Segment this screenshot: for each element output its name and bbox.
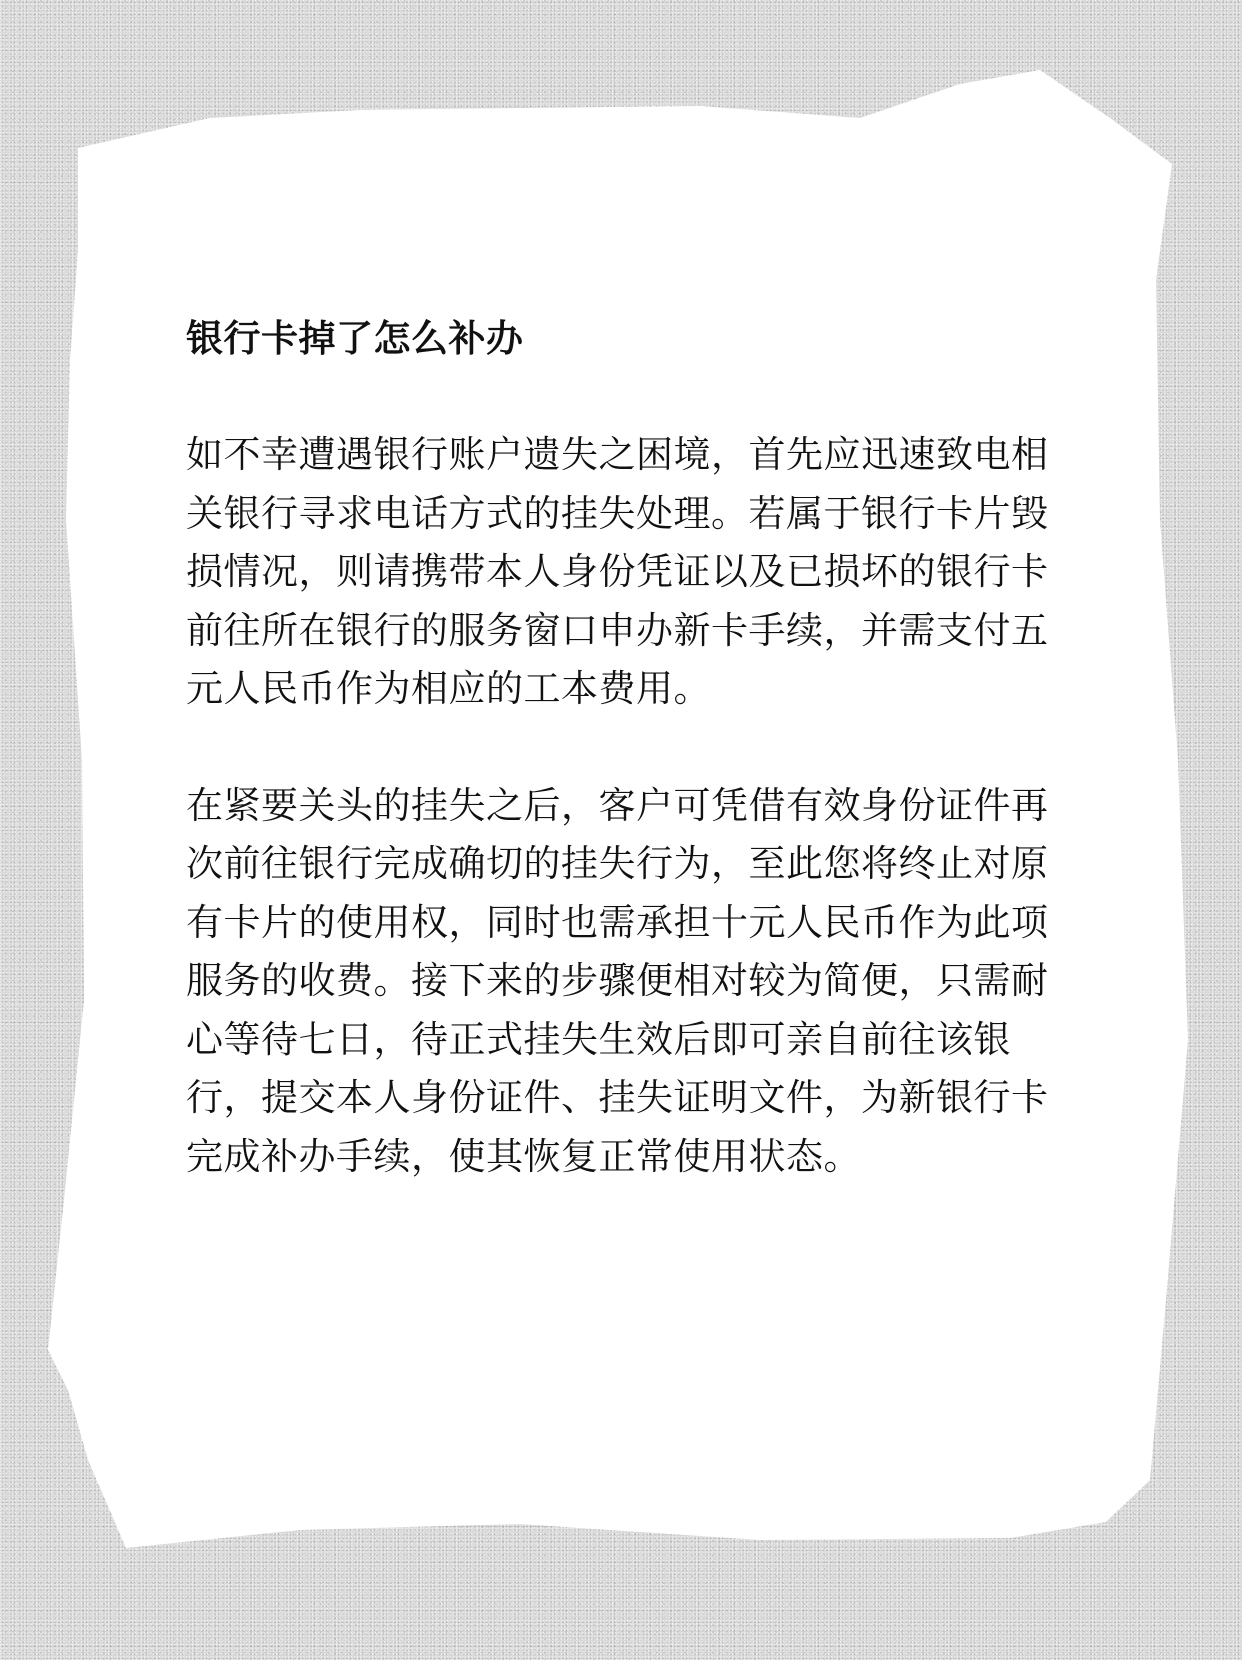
article-paragraph-1: 如不幸遭遇银行账户遗失之困境，首先应迅速致电相关银行寻求电话方式的挂失处理。若属于银行卡片毁损情况，则请携带本人身份凭证以及已损坏的银行卡前往所在银行的服务窗口申办新卡手续，并需支付五元人民币作为相应的工本费用。 [186, 433, 1049, 710]
article [186, 310, 1056, 1244]
article-title: 银行卡掉了怎么补办 [186, 317, 524, 360]
article-paragraph-2: 在紧要关头的挂失之后，客户可凭借有效身份证件再次前往银行完成确切的挂失行为，至此您将终止对原有卡片的使用权，同时也需承担十元人民币作为此项服务的收费。接下来的步骤便相对较为简便，只需耐心等待七日，待正式挂失生效后即可亲自前往该银行，提交本人身份证件、挂失证明文件，为新银行卡完成补办手续，使其恢复正常使用状态。 [186, 783, 1049, 1178]
